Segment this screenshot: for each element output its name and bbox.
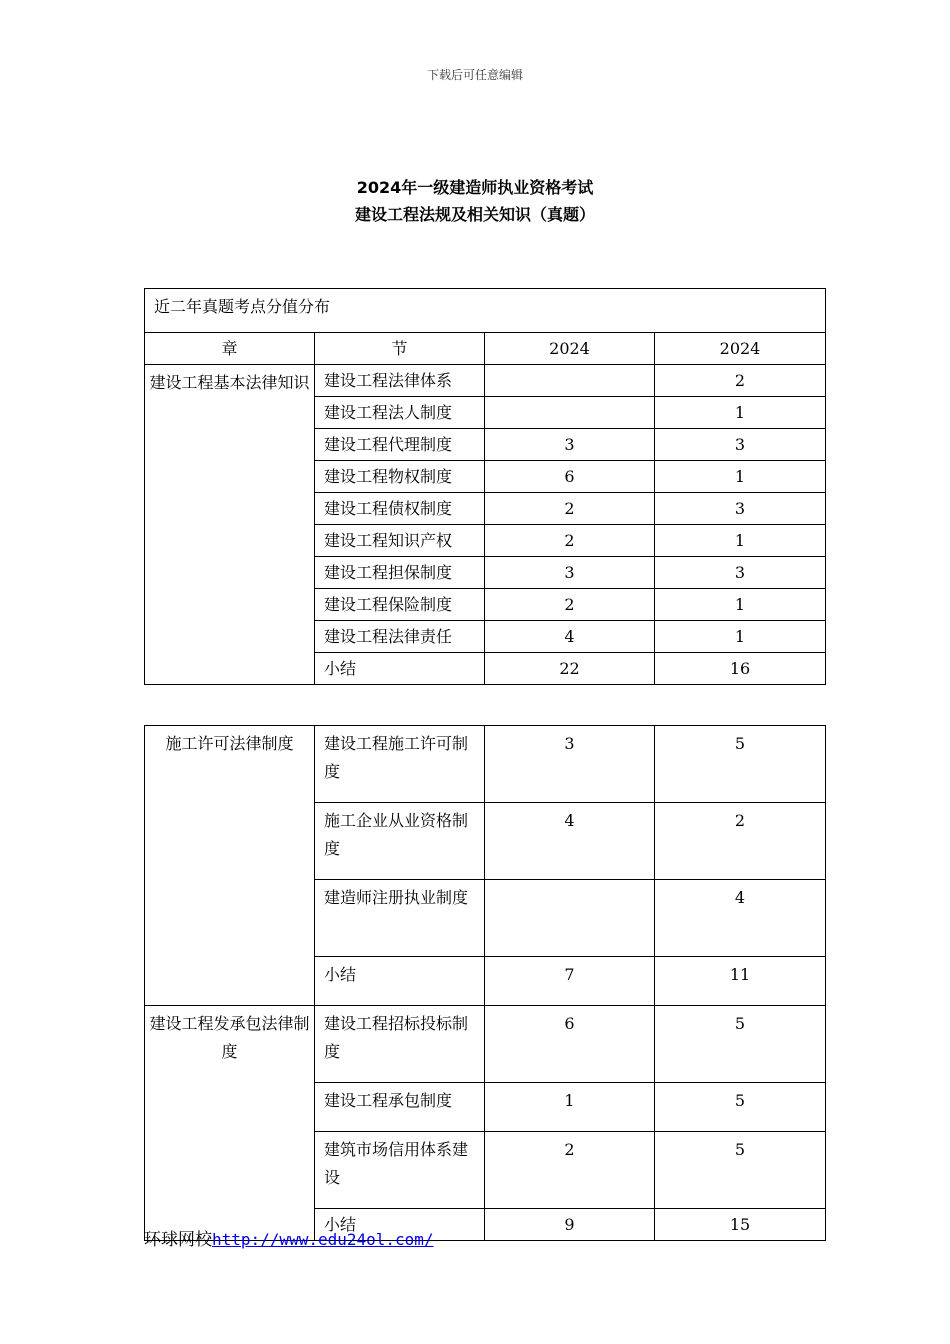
score-cell: 6	[485, 461, 655, 493]
table-row	[145, 1006, 826, 1083]
footer	[144, 1225, 434, 1250]
section-cell: 建设工程承包制度	[315, 1083, 485, 1132]
chapter-cell: 施工许可法律制度	[145, 726, 315, 1006]
score-cell: 2	[655, 365, 826, 397]
section-cell: 施工企业从业资格制度	[315, 803, 485, 880]
subtotal-value: 16	[655, 653, 826, 685]
score-cell: 1	[655, 461, 826, 493]
score-cell: 3	[655, 429, 826, 461]
section-cell: 建设工程物权制度	[315, 461, 485, 493]
chapter-cell: 建设工程基本法律知识	[145, 365, 315, 685]
score-cell: 2	[485, 525, 655, 557]
score-cell: 5	[655, 1006, 826, 1083]
table-caption: 近二年真题考点分值分布	[145, 289, 826, 333]
score-cell: 3	[485, 726, 655, 803]
score-cell: 3	[485, 429, 655, 461]
score-cell: 2	[485, 493, 655, 525]
score-cell: 2	[485, 1132, 655, 1209]
score-cell: 1	[655, 397, 826, 429]
section-cell: 建筑市场信用体系建设	[315, 1132, 485, 1209]
document-title: 2024年一级建造师执业资格考试	[356, 178, 594, 197]
header-year-b: 2024	[655, 333, 826, 365]
score-distribution-table-2	[144, 725, 826, 1241]
section-cell: 建设工程法律责任	[315, 621, 485, 653]
score-cell: 5	[655, 726, 826, 803]
score-cell	[485, 365, 655, 397]
score-cell: 6	[485, 1006, 655, 1083]
score-cell: 4	[485, 621, 655, 653]
section-cell: 建设工程法律体系	[315, 365, 485, 397]
score-cell: 5	[655, 1083, 826, 1132]
footer-label: 环球网校	[144, 1230, 212, 1250]
subtotal-label: 小结	[315, 653, 485, 685]
section-cell: 建设工程法人制度	[315, 397, 485, 429]
section-cell: 建设工程担保制度	[315, 557, 485, 589]
table-row	[145, 365, 826, 397]
score-cell	[485, 880, 655, 957]
score-cell: 4	[655, 880, 826, 957]
score-cell: 4	[485, 803, 655, 880]
score-cell: 1	[655, 589, 826, 621]
score-cell: 1	[655, 525, 826, 557]
subtotal-value: 22	[485, 653, 655, 685]
subtotal-value: 7	[485, 957, 655, 1006]
subtotal-value: 11	[655, 957, 826, 1006]
header-chapter: 章	[145, 333, 315, 365]
table-row	[145, 726, 826, 803]
score-cell: 2	[485, 589, 655, 621]
subtotal-value: 15	[655, 1209, 826, 1241]
score-cell: 3	[655, 557, 826, 589]
subtotal-value: 9	[485, 1209, 655, 1241]
section-cell: 建设工程保险制度	[315, 589, 485, 621]
section-cell: 建造师注册执业制度	[315, 880, 485, 957]
section-cell: 建设工程债权制度	[315, 493, 485, 525]
section-cell: 建设工程知识产权	[315, 525, 485, 557]
header-section: 节	[315, 333, 485, 365]
score-cell: 3	[655, 493, 826, 525]
page-header-note: 下载后可任意编辑	[426, 68, 523, 82]
section-cell: 建设工程代理制度	[315, 429, 485, 461]
score-cell	[485, 397, 655, 429]
score-distribution-table-1	[144, 288, 826, 685]
subtotal-label: 小结	[315, 1209, 485, 1241]
chapter-cell: 建设工程发承包法律制度	[145, 1006, 315, 1241]
section-cell: 建设工程施工许可制度	[315, 726, 485, 803]
score-cell: 3	[485, 557, 655, 589]
score-cell: 1	[655, 621, 826, 653]
document-subtitle: 建设工程法规及相关知识（真题）	[354, 205, 595, 224]
subtotal-label: 小结	[315, 957, 485, 1006]
section-cell: 建设工程招标投标制度	[315, 1006, 485, 1083]
header-year-a: 2024	[485, 333, 655, 365]
score-cell: 2	[655, 803, 826, 880]
score-cell: 5	[655, 1132, 826, 1209]
score-cell: 1	[485, 1083, 655, 1132]
footer-link[interactable]: http://www.edu24ol.com/	[212, 1230, 434, 1249]
